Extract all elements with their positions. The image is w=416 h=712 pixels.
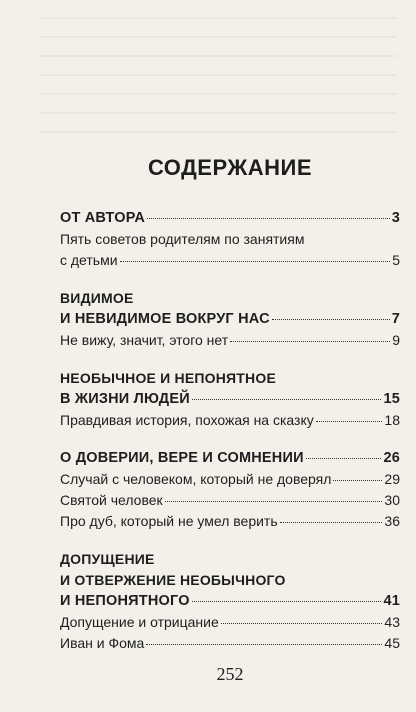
page-title: СОДЕРЖАНИЕ xyxy=(147,155,313,180)
toc-page-number: 5 xyxy=(392,252,400,268)
toc-page-number: 18 xyxy=(384,412,400,428)
toc-entry-title: И НЕПОНЯТНОГО xyxy=(60,593,190,609)
toc-page-number: 26 xyxy=(383,450,400,466)
toc-entry xyxy=(60,511,400,532)
book-page xyxy=(60,0,400,712)
toc-entry xyxy=(60,330,400,351)
toc-chapter-title-line: ДОПУЩЕНИЕ xyxy=(60,551,155,567)
toc-chapter-title-line: НЕОБЫЧНОЕ И НЕПОНЯТНОЕ xyxy=(60,370,276,386)
toc-entry-title: Допущение и отрицание xyxy=(60,614,219,630)
dot-leader xyxy=(316,420,383,422)
dot-leader xyxy=(230,340,390,342)
toc-page-number: 45 xyxy=(384,635,400,651)
toc-page-number: 3 xyxy=(391,210,400,226)
toc-entry-title: Святой человек xyxy=(60,492,163,508)
toc-page-number: 30 xyxy=(384,492,400,508)
toc-entry xyxy=(60,250,400,271)
dot-leader xyxy=(165,500,383,502)
toc-chapter-entry xyxy=(60,591,400,612)
toc-entry xyxy=(60,490,400,511)
toc-entry-title: Не вижу, значит, этого нет xyxy=(60,332,229,348)
dot-leader xyxy=(272,318,390,320)
dot-leader xyxy=(192,398,382,400)
toc-section xyxy=(60,208,400,271)
toc-page-number: 15 xyxy=(383,391,400,407)
toc-entry-title: И НЕВИДИМОЕ ВОКРУГ НАС xyxy=(60,311,270,327)
toc-entry-title: В ЖИЗНИ ЛЮДЕЙ xyxy=(60,391,190,407)
toc-chapter-entry xyxy=(60,309,400,330)
toc-chapter-entry xyxy=(60,208,400,229)
toc-page-number: 9 xyxy=(392,332,400,348)
dot-leader xyxy=(146,643,382,645)
toc-entry-title: Правдивая история, похожая на сказку xyxy=(60,412,314,428)
dot-leader xyxy=(280,521,383,523)
toc-page-number: 43 xyxy=(384,614,400,630)
toc-entry-title: ОТ АВТОРА xyxy=(60,210,145,226)
dot-leader xyxy=(120,260,391,262)
toc-section xyxy=(60,549,400,654)
toc-entry-title-line: Пять советов родителям по занятиям xyxy=(60,231,305,247)
table-of-contents xyxy=(60,208,400,671)
toc-entry-title: Про дуб, который не умел верить xyxy=(60,513,278,529)
toc-entry-title: Иван и Фома xyxy=(60,635,145,651)
dot-leader xyxy=(192,600,382,602)
dot-leader xyxy=(333,479,382,481)
toc-entry-title: Случай с человеком, который не доверял xyxy=(60,471,332,487)
toc-section xyxy=(60,448,400,532)
toc-chapter-entry xyxy=(60,448,400,469)
page-number: 252 xyxy=(216,664,244,684)
toc-chapter-title-line: И ОТВЕРЖЕНИЕ НЕОБЫЧНОГО xyxy=(60,572,286,588)
toc-section xyxy=(60,368,400,431)
dot-leader xyxy=(147,217,390,219)
toc-entry xyxy=(60,633,400,654)
toc-entry xyxy=(60,612,400,633)
toc-page-number: 41 xyxy=(383,593,400,609)
toc-page-number: 36 xyxy=(384,513,400,529)
toc-chapter-entry xyxy=(60,389,400,410)
toc-page-number: 7 xyxy=(391,311,400,327)
dot-leader xyxy=(306,457,382,459)
toc-entry-title: с детьми xyxy=(60,252,118,268)
dot-leader xyxy=(221,622,383,624)
toc-page-number: 29 xyxy=(384,471,400,487)
toc-entry xyxy=(60,469,400,490)
toc-entry xyxy=(60,410,400,431)
toc-entry-title: О ДОВЕРИИ, ВЕРЕ И СОМНЕНИИ xyxy=(60,450,304,466)
toc-section xyxy=(60,288,400,351)
toc-chapter-title-line: ВИДИМОЕ xyxy=(60,290,134,306)
